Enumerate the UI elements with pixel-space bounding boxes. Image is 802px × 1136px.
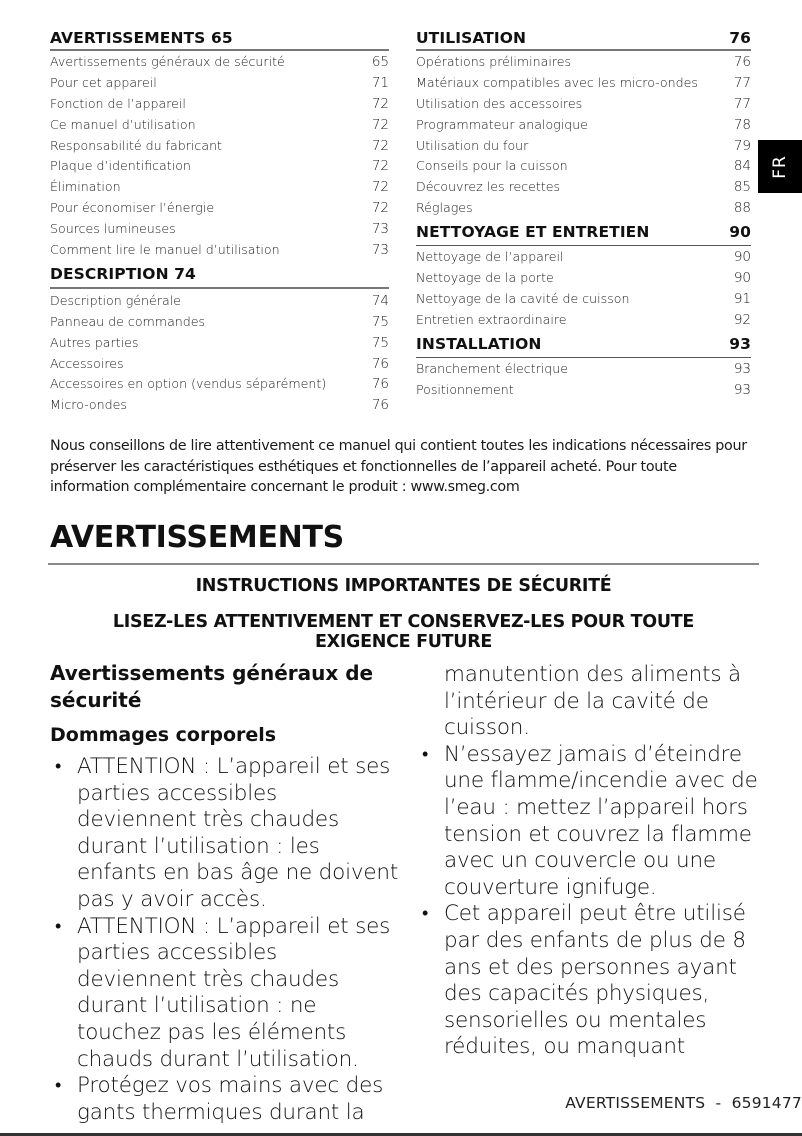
toc-item[interactable]: Réglages 88 <box>416 200 751 217</box>
toc-item[interactable]: Ce manuel d’utilisation 72 <box>50 116 389 133</box>
warnings-list-right <box>417 742 762 1061</box>
toc-item[interactable]: Avertissements généraux de sécurité 65 <box>50 54 389 70</box>
list-item-continuation: manutention des aliments à l’intérieur de la cavité de cuisson. <box>444 662 741 741</box>
toc-section-heading[interactable]: UTILISATION 76 <box>416 27 751 51</box>
toc-section-utilisation <box>416 27 751 219</box>
toc-item[interactable]: Pour cet appareil 71 <box>50 74 389 91</box>
toc-item[interactable]: Pour économiser l’énergie 72 <box>50 200 389 217</box>
toc-section-heading[interactable]: INSTALLATION 93 <box>416 332 751 358</box>
general-warnings-heading: Avertissements généraux de sécurité <box>50 661 374 712</box>
toc-section-avertissements <box>50 27 389 261</box>
page-footer: AVERTISSEMENTS - 6591477 <box>565 1094 802 1112</box>
toc-item[interactable]: Nettoyage de l’appareil 90 <box>416 249 751 266</box>
bullet-icon: • <box>422 743 429 765</box>
toc-item[interactable]: Autres parties 75 <box>50 334 389 351</box>
list-item: • Cet appareil peut être utilisé par des enfants de plus de 8 ans et des personnes ayant des capacités physiques, sensorielles ou mentales réduites, ou manquant <box>422 901 746 1060</box>
toc-item[interactable]: Panneau de commandes 75 <box>50 313 389 330</box>
section-title: AVERTISSEMENTS <box>50 520 344 555</box>
toc-item[interactable]: Fonction de l’appareil 72 <box>50 95 389 112</box>
bullet-icon: • <box>55 1075 62 1097</box>
toc-right-column <box>416 27 751 400</box>
body-left-column <box>50 660 400 1126</box>
toc-item[interactable]: Comment lire le manuel d’utilisation 73 <box>50 242 389 259</box>
toc-item[interactable]: Utilisation du four 79 <box>416 137 751 154</box>
toc-item[interactable]: Positionnement 93 <box>416 381 751 398</box>
toc-section-heading[interactable]: NETTOYAGE ET ENTRETIEN 90 <box>416 220 751 246</box>
toc-item[interactable]: Découvrez les recettes 85 <box>416 179 751 196</box>
toc-item[interactable]: Plaque d’identification 72 <box>50 158 389 175</box>
toc-section-installation <box>416 332 751 401</box>
toc-section-nettoyage <box>416 220 751 331</box>
toc-item[interactable]: Micro-ondes 76 <box>50 397 389 414</box>
bullet-icon: • <box>55 756 62 777</box>
toc-section-heading[interactable]: AVERTISSEMENTS 65 <box>50 27 389 51</box>
toc-section-heading[interactable]: DESCRIPTION 74 <box>50 262 389 289</box>
intro-paragraph: Nous conseillons de lire attentivement ce manuel qui contient toutes les indications nécessaires pour préserver les caractéristiques esthétiques et fonctionnelles de l’appareil acheté. Pour toute information complémentaire concernant le produit : www.smeg.com <box>50 438 747 496</box>
bullet-icon: • <box>422 903 429 925</box>
toc-section-description <box>50 262 389 416</box>
toc-item[interactable]: Accessoires 76 <box>50 355 389 372</box>
toc-item[interactable]: Accessoires en option (vendus séparément) 76 <box>50 376 389 393</box>
bullet-icon: • <box>55 915 62 937</box>
toc-item[interactable]: Nettoyage de la porte 90 <box>416 270 751 287</box>
toc-item[interactable]: Nettoyage de la cavité de cuisson 91 <box>416 290 751 307</box>
toc-item[interactable]: Opérations préliminaires 76 <box>416 54 751 70</box>
language-tab: FR <box>758 140 802 193</box>
list-item: • N’essayez jamais d’éteindre une flamme/incendie avec de l’eau : mettez l’appareil hors tension et couvrez la flamme avec un couvercle ou une couverture ignifuge. <box>422 741 758 900</box>
toc-item[interactable]: Utilisation des accessoires 77 <box>416 95 751 112</box>
injury-heading: Dommages corporels <box>50 724 277 746</box>
toc-item[interactable]: Matériaux compatibles avec les micro-ondes 77 <box>416 74 751 91</box>
toc-item[interactable]: Élimination 72 <box>50 179 389 196</box>
toc-item[interactable]: Branchement électrique 93 <box>416 360 751 377</box>
toc-item[interactable]: Entretien extraordinaire 92 <box>416 311 751 328</box>
list-item: • ATTENTION : L’appareil et ses parties accessibles deviennent très chaudes durant l’utilisation : ne touchez pas les éléments chauds durant l’utilisation. <box>55 913 391 1072</box>
toc-item[interactable]: Sources lumineuses 73 <box>50 221 389 238</box>
warnings-list-left <box>50 754 400 1126</box>
list-item: • Protégez vos mains avec des gants thermiques durant la <box>55 1073 384 1125</box>
toc-item[interactable]: Responsabilité du fabricant 72 <box>50 137 389 154</box>
read-keep-heading: LISEZ-LES ATTENTIVEMENT ET CONSERVEZ-LES POUR TOUTE EXIGENCE FUTURE <box>112 612 695 652</box>
toc-item[interactable]: Conseils pour la cuisson 84 <box>416 158 751 175</box>
section-title-divider <box>48 563 759 565</box>
toc-left-column <box>50 27 389 416</box>
body-right-column <box>417 662 762 1061</box>
important-instructions-heading: INSTRUCTIONS IMPORTANTES DE SÉCURITÉ <box>195 576 612 596</box>
toc-item[interactable]: Description générale 74 <box>50 292 389 309</box>
toc-item[interactable]: Programmateur analogique 78 <box>416 116 751 133</box>
list-item: • ATTENTION : L’appareil et ses parties accessibles deviennent très chaudes durant l’utilisation : les enfants en bas âge ne doivent pas y avoir accès. <box>55 754 399 912</box>
